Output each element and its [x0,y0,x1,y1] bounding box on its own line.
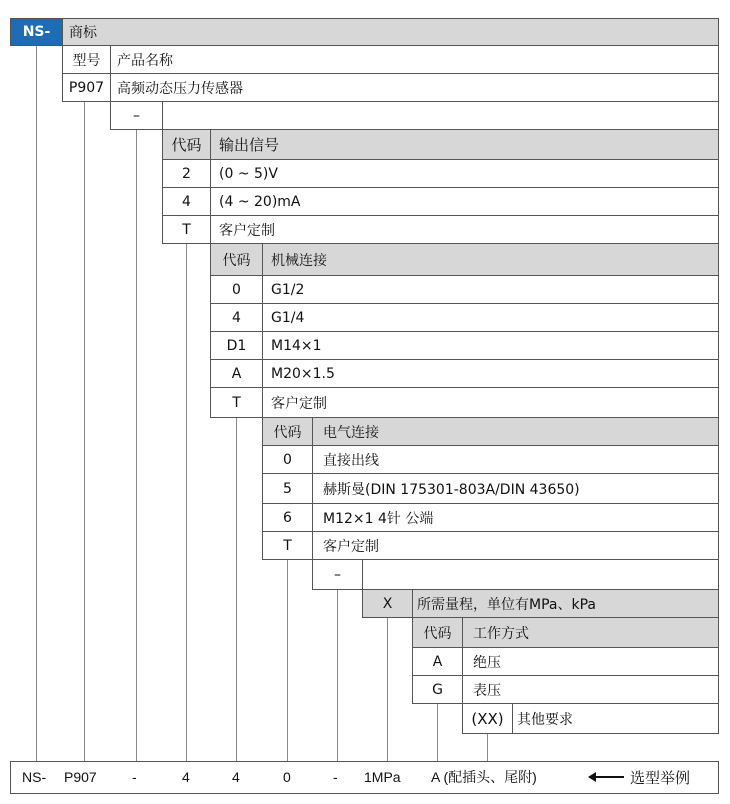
example-item: - [333,769,338,785]
mode-code-header: 代码 [413,618,462,647]
connector-line [287,560,288,761]
example-item: 1MPa [364,769,401,785]
model-column-header: 型号 [72,52,101,69]
electrical-code: 6 [283,509,292,526]
mode-code: G [432,681,443,698]
connector-line [437,704,438,761]
brand-prefix: NS- [11,19,62,45]
output-signal-title: 输出信号 [211,130,718,159]
range-description: 所需量程，单位有MPa、kPa [413,590,718,617]
example-item: A (配插头、尾附) [431,769,537,785]
mechanical-code: T [232,394,241,411]
electrical-value: 赫斯曼(DIN 175301-803A/DIN 43650) [323,481,580,498]
left-arrow-icon [590,776,624,778]
mechanical-value: M14×1 [271,337,322,354]
connector-line [487,734,488,761]
output-signal-code: T [182,221,191,238]
mechanical-value: G1/2 [271,281,305,298]
model-code: P907 [68,79,105,96]
trademark-label: 商标 [63,19,718,45]
output-signal-code: 2 [182,165,191,182]
electrical-code: 0 [283,451,292,468]
connector-line [186,244,187,761]
example-item: 4 [182,769,190,785]
mode-title: 工作方式 [463,618,718,647]
connector-line [84,102,85,761]
connector-line [36,46,37,761]
example-item: - [132,769,137,785]
electrical-value: M12×1 4针 公端 [323,510,434,527]
output-signal-value: (4 ~ 20)mA [219,193,301,210]
electrical-code-header: 代码 [263,418,312,445]
electrical-code: 5 [283,480,292,497]
mechanical-code: 0 [232,281,241,298]
mechanical-title: 机械连接 [263,244,718,275]
output-signal-code-header: 代码 [163,130,210,159]
electrical-value: 客户定制 [323,538,379,555]
connector-line [236,418,237,761]
mechanical-code-header: 代码 [211,244,262,275]
mode-code: A [432,653,443,670]
product-name-column-header: 产品名称 [117,52,173,69]
other-label: 其他要求 [517,711,573,728]
output-signal-code: 4 [182,193,191,210]
mechanical-value: G1/4 [271,309,305,326]
electrical-value: 直接出线 [323,452,379,469]
mechanical-code: A [231,365,242,382]
example-label: 选型举例 [630,769,691,787]
example-item: 4 [232,769,240,785]
example-item: NS- [22,769,47,785]
output-signal-value: 客户定制 [219,222,275,239]
product-name: 高频动态压力传感器 [117,80,243,97]
connector-line [136,130,137,761]
connector-line [387,618,388,761]
electrical-title: 电气连接 [313,418,718,445]
mechanical-value: M20×1.5 [271,365,335,382]
example-item: 0 [283,769,291,785]
range-code: X [363,590,412,617]
mechanical-code: D1 [226,337,247,354]
separator-dash: – [334,566,341,583]
example-item: P907 [64,769,97,785]
mode-value: 绝压 [473,654,501,671]
mechanical-code: 4 [232,309,241,326]
other-code: (XX) [471,709,504,728]
connector-line [337,590,338,761]
electrical-code: T [283,537,292,554]
mode-value: 表压 [473,682,501,699]
output-signal-value: (0 ~ 5)V [219,165,278,182]
mechanical-value: 客户定制 [271,395,327,412]
separator-dash: – [133,107,140,124]
